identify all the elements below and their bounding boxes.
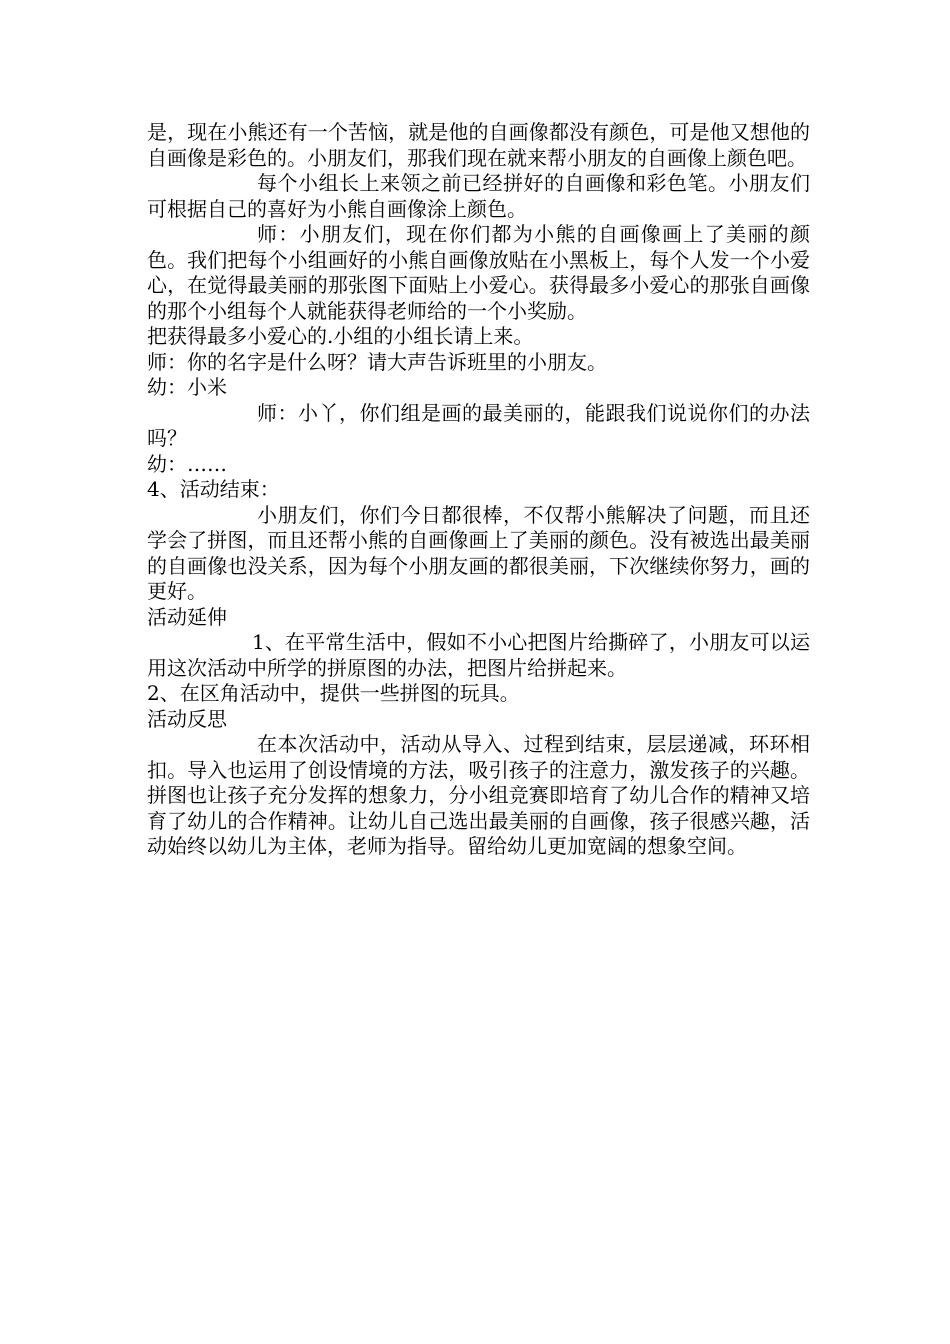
paragraph-teacher-hearts: 师：小朋友们，现在你们都为小熊的自画像画上了美丽的颜色。我们把每个小组画好的小熊自画像放贴在小黑板上，每个人发一个小爱心，在觉得最美丽的那张图下面贴上小爱心。获得最多小爱心的那张自画像的那个小组每个人就能获得老师给的一个小奖励。 bbox=[147, 222, 810, 323]
section-heading-extension: 活动延伸 bbox=[147, 604, 227, 629]
section-heading-reflection: 活动反思 bbox=[147, 706, 227, 731]
paragraph-extension-2: 2、在区角活动中，提供一些拼图的玩具。 bbox=[147, 681, 520, 705]
paragraph-reflection: 在本次活动中，活动从导入、过程到结束，层层递减，环环相扣。导入也运用了创设情境的方法，吸引孩子的注意力，激发孩子的兴趣。拼图也让孩子充分发挥的想象力，分小组竞赛即培育了幼儿合作的精神又培育了幼儿的合作精神。让幼儿自己选出最美丽的自画像，孩子很感兴趣，活动始终以幼儿为主体，老师为指导。留给幼儿更加宽阔的想象空间。 bbox=[147, 732, 810, 858]
paragraph-invite-leader: 把获得最多小爱心的.小组的小组长请上来。 bbox=[147, 324, 534, 348]
paragraph-continuation: 是，现在小熊还有一个苦恼，就是他的自画像都没有颜色，可是他又想他的自画像是彩色的。小朋友们，那我们现在就来帮小朋友的自画像上颜色吧。 bbox=[147, 120, 810, 170]
paragraph-group-leaders: 每个小组长上来领之前已经拼好的自画像和彩色笔。小朋友们可根据自己的喜好为小熊自画像涂上颜色。 bbox=[147, 171, 810, 221]
paragraph-teacher-question: 师：你的名字是什么呀？请大声告诉班里的小朋友。 bbox=[147, 349, 607, 374]
paragraph-extension-1: 1、在平常生活中，假如不小心把图片给撕碎了，小朋友可以运用这次活动中所学的拼原图的办法，把图片给拼起来。 bbox=[147, 630, 810, 680]
paragraph-child-answer: 幼：小米 bbox=[147, 375, 227, 399]
paragraph-child-ellipsis: 幼：…… bbox=[147, 451, 227, 476]
paragraph-activity-end: 小朋友们，你们今日都很棒，不仅帮小熊解决了问题，而且还学会了拼图，而且还帮小熊的自画像画上了美丽的颜色。没有被选出最美丽的自画像也没关系，因为每个小朋友画的都很美丽，下次继续你努力，画的更好。 bbox=[147, 502, 810, 603]
section-heading-activity-end: 4、活动结束： bbox=[147, 477, 280, 501]
document-body bbox=[147, 120, 810, 860]
paragraph-teacher-method: 师：小丫，你们组是画的最美丽的，能跟我们说说你们的办法吗？ bbox=[147, 400, 810, 450]
